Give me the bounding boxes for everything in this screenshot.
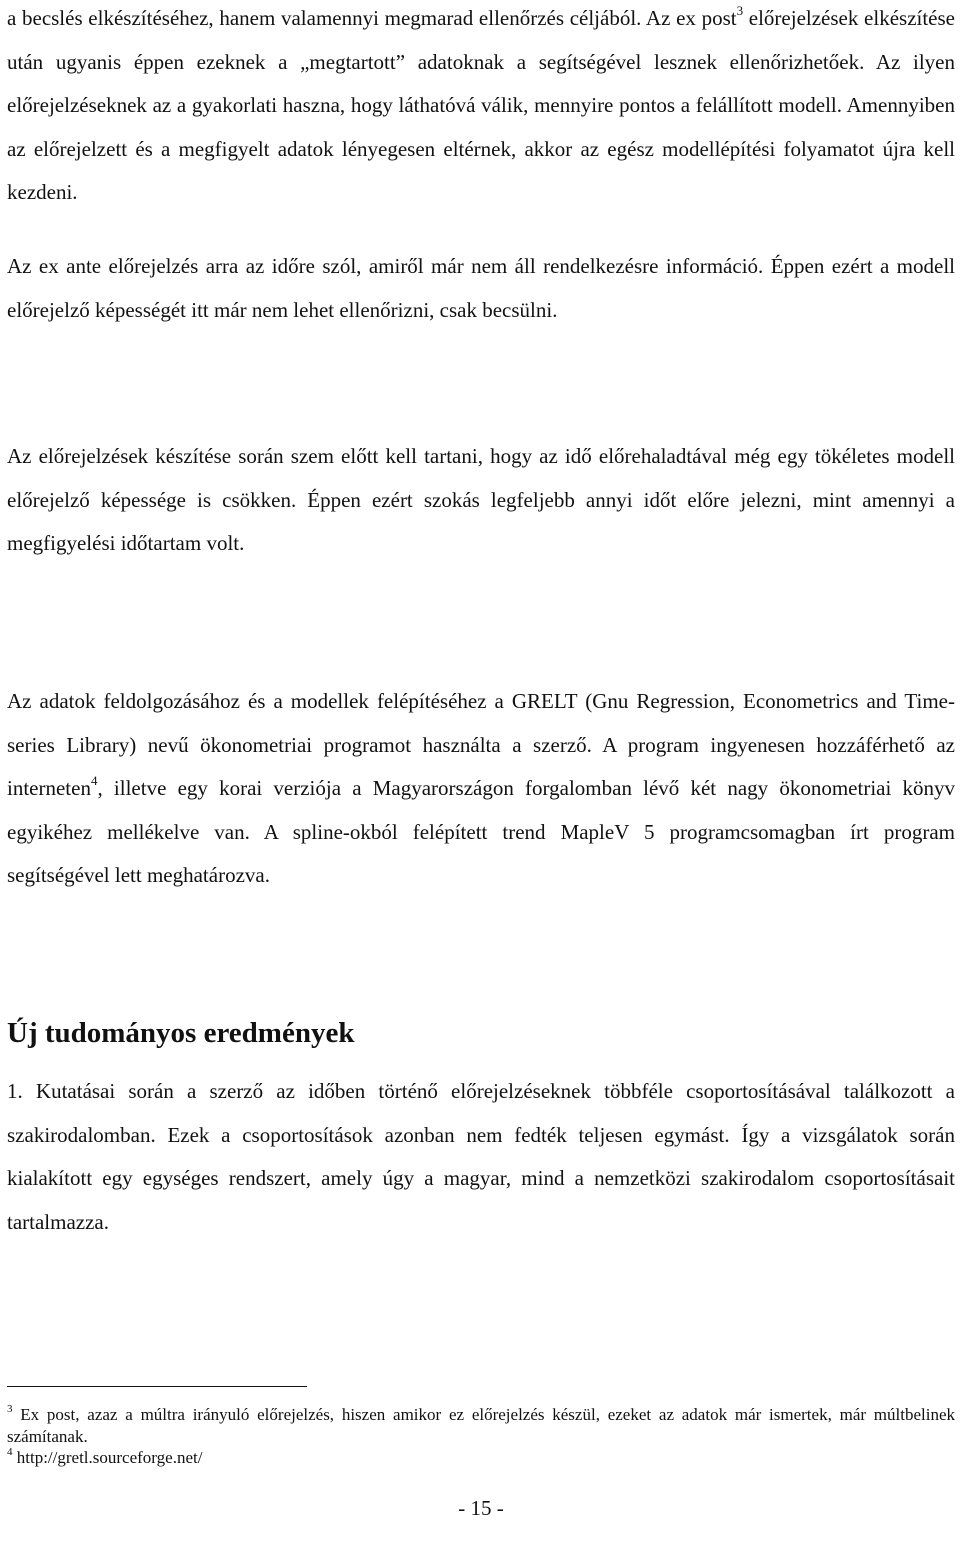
footnotes — [7, 1404, 955, 1469]
footnote-3 — [7, 1404, 955, 1447]
paragraph-text: Az adatok feldolgozásához és a modellek felépítéséhez a GRELT (Gnu Regression, Econometrics and Time-series Library) nevű ökonometriai programot használta a szerző. A program ingyenesen hozzáférhető az interneten — [7, 689, 955, 801]
footnote-number: 3 — [7, 1403, 13, 1416]
footnote-divider — [7, 1386, 307, 1387]
footnote-4 — [7, 1447, 955, 1469]
page-number: - 15 - — [458, 1496, 504, 1520]
footnote-ref-4[interactable]: 4 — [90, 773, 98, 789]
paragraph-text: , illetve egy korai verziója a Magyarországon forgalomban lévő két nagy ökonometriai könyv egyikéhez mellékelve van. A spline-okból felépített trend MapleV 5 programcsomagban írt program segítségével lett meghatározva. — [7, 776, 955, 888]
paragraph-ex-ante: Az ex ante előrejelzés arra az időre szól, amiről már nem áll rendelkezésre információ. Éppen ezért a modell előrejelző képességét itt már nem lehet ellenőrizni, csak becsülni. — [7, 254, 955, 322]
section-heading: Új tudományos eredmények — [7, 1017, 355, 1049]
paragraph-forecast-horizon: Az előrejelzések készítése során szem előtt kell tartani, hogy az idő előrehaladtával még egy tökéletes modell előrejelző képessége is csökken. Éppen ezért szokás legfeljebb annyi időt előre jelezni, mint amennyi a megfigyelési időtartam volt. — [7, 444, 955, 556]
paragraph-text: előrejelzések elkészítése után ugyanis éppen ezeknek a „megtartott” adatoknak a segítségével lesznek ellenőrizhetőek. Az ilyen előrejelzéseknek az a gyakorlati haszna, hogy láthatóvá válik, mennyire pontos a felállított modell. Amennyiben az előrejelzett és a megfigyelt adatok lényegesen eltérnek, akkor az egész modellépítési folyamatot újra kell kezdeni. — [7, 6, 956, 205]
footnote-number: 4 — [7, 1446, 13, 1459]
paragraph-result-1: 1. Kutatásai során a szerző az időben történő előrejelzéseknek többféle csoportosításával találkozott a szakirodalomban. Ezek a csoportosítások azonban nem fedték teljesen egymást. Így a vizsgálatok során kialakított egy egységes rendszert, amely úgy a magyar, mind a nemzetközi szakirodalom csoportosításait tartalmazza. — [7, 1079, 955, 1234]
footnote-link[interactable]: http://gretl.sourceforge.net/ — [16, 1448, 203, 1467]
paragraph-ex-post — [7, 0, 955, 215]
paragraph-text: a becslés elkészítéséhez, hanem valamennyi megmarad ellenőrzés céljából. Az ex post — [7, 6, 737, 30]
footnote-ref-3[interactable]: 3 — [736, 3, 744, 18]
paragraph-software — [7, 680, 955, 898]
footnote-text: Ex post, azaz a múltra irányuló előrejelzés, hiszen amikor ez előrejelzés készül, ezeket az adatok már ismertek, már múltbelinek számítanak. — [7, 1405, 956, 1446]
